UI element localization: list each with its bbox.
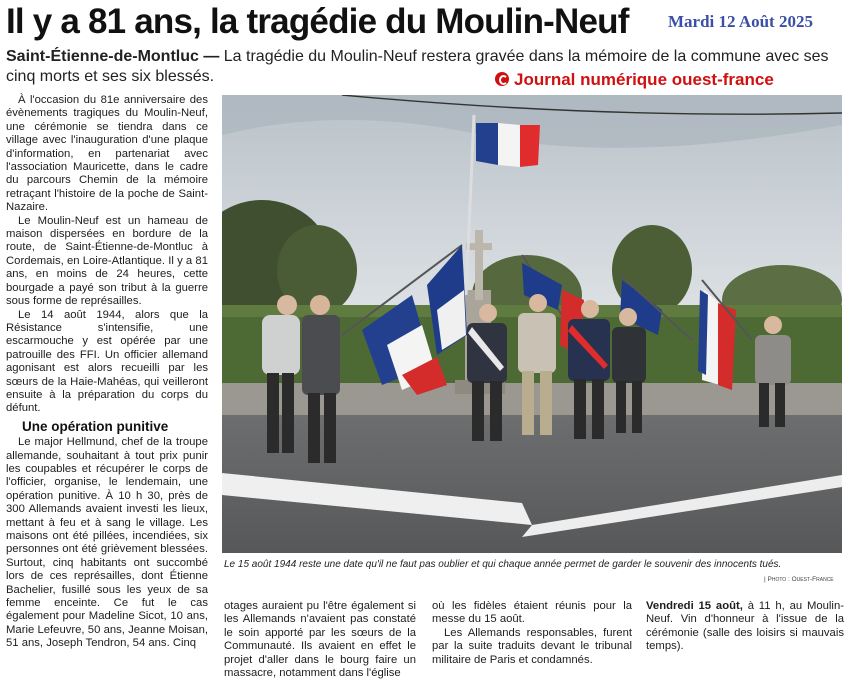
lead-text: La tragédie du Moulin-Neuf restera gravée dans la mémoire de la commune avec ses cinq morts et ses six blessés. bbox=[6, 48, 829, 85]
photo-credit bbox=[764, 576, 834, 583]
column1-paragraph-3: Le 14 août 1944, alors que la Résistance s'intensifie, une escarmouche y est opérée par une patrouille des FFI. Un officier allemand agonisant est alors recueilli par les sœurs de la Haie-Mahéas, qui veilleront ensuite à la préparation du corps du défunt. bbox=[6, 308, 208, 415]
source-label bbox=[495, 70, 774, 90]
photo-credit-name: Ouest-France bbox=[791, 576, 834, 583]
photo-credit-prefix: | Photo : bbox=[764, 576, 792, 583]
event-date: Vendredi 15 août, bbox=[646, 600, 743, 612]
column-4 bbox=[646, 600, 844, 654]
column3-paragraph-1: où les fidèles étaient réunis pour la messe du 15 août. bbox=[432, 600, 632, 626]
ceremony-photo bbox=[222, 95, 842, 553]
column1-paragraph-1: À l'occasion du 81e anniversaire des évènements tragiques du Moulin-Neuf, une cérémonie se tiendra dans ce village avec l'inauguration d'une plaque d'information, en partenariat avec l'association Mauricette, dans le cadre du parcours Chemin de la mémoire retraçant l'histoire de la poche de Saint-Nazaire. bbox=[6, 94, 208, 214]
column-1 bbox=[6, 94, 208, 651]
photo-caption: Le 15 août 1944 reste une date qu'il ne faut pas oublier et qui chaque année permet de garder le souvenir des innocents tués. bbox=[224, 559, 782, 570]
column4-paragraph-1 bbox=[646, 600, 844, 654]
column1-paragraph-4: Le major Hellmund, chef de la troupe allemande, souhaitant à tout prix punir les coupables et récupérer le corps de l'officier, organise, le lendemain, une opération punitive. À 10 h 30, près de 300 Allemands avaient investi les lieux, mettant à feu et à sang le village. Les maisons ont été pillées, incendiées, six personnes ont été grièvement blessées. Surtout, cinq habitants ont succombé lors de ces représailles, dont Étienne Bachelier, fusillé sous les yeux de sa femme enceinte. Ce fut le cas également pour Madeline Sicot, 10 ans, Marie Lefeuvre, 50 ans, Jeanne Moisan, 51 ans, Joseph Tendron, 54 ans. Cinq bbox=[6, 436, 208, 650]
lead-place: Saint-Étienne-de-Montluc — bbox=[6, 48, 220, 65]
column-2 bbox=[224, 600, 416, 680]
publication-date: Mardi 12 Août 2025 bbox=[668, 12, 813, 31]
column-3 bbox=[432, 600, 632, 667]
ouest-france-logo-icon bbox=[495, 72, 509, 86]
subheading: Une opération punitive bbox=[22, 418, 169, 434]
source-text: Journal numérique ouest-france bbox=[514, 70, 774, 89]
column1-paragraph-2: Le Moulin-Neuf est un hameau de maison dispersées en bordure de la route, de Saint-Étienne-de-Montluc à Cordemais, en Loire-Atlantique. Il y a 81 ans, en moins de 24 heures, cette bourgade a payé son tribut à la guerre sous forme de représailles. bbox=[6, 214, 208, 308]
column2-paragraph-1: otages auraient pu l'être également si les Allemands n'avaient pas constaté le soin apporté par les sœurs de la Communauté. Ils avaient en effet le projet d'aller dans le bourg faire un massacre, notamment dans l'église bbox=[224, 600, 416, 680]
headline: Il y a 81 ans, la tragédie du Moulin-Neuf bbox=[6, 2, 629, 41]
event-details: à 11 h, au Moulin-Neuf. Vin d'honneur à l'issue de la cérémonie (salle des loisirs si mauvais temps). bbox=[646, 600, 844, 653]
column3-paragraph-2: Les Allemands responsables, furent par la suite traduits devant le tribunal militaire de Paris et condamnés. bbox=[432, 626, 632, 666]
ceremony-photo-illustration bbox=[222, 95, 842, 553]
